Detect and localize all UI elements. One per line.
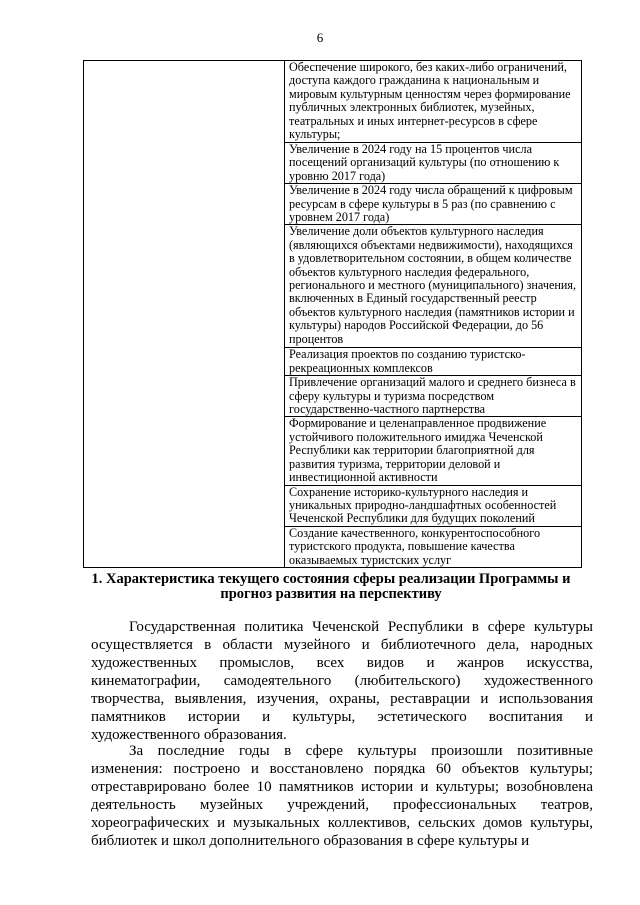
table-cell xyxy=(285,61,582,143)
body-paragraph xyxy=(91,618,593,744)
table-cell xyxy=(285,184,582,225)
paragraph-text: За последние годы в сфере культуры произошли позитивные изменения: построено и восстановлено порядка 60 объектов культуры; отреставрировано более 10 памятников истории и культуры; возобновлена деятельность музейных учреждений, профессиональных театров, хореографических и музыкальных коллективов, сельских домов культуры, библиотек и школ дополнительного образования в сфере культуры и xyxy=(91,743,593,849)
cell-text: Увеличение в 2024 году числа обращений к цифровым ресурсам в сфере культуры в 5 раз (по сравнению с уровнем 2017 года) xyxy=(289,183,573,225)
cell-text: Создание качественного, конкурентоспособного туристского продукта, повышение качества оказываемых туристских услуг xyxy=(289,525,541,567)
section-heading: 1. Характеристика текущего состояния сферы реализации Программы и прогноз развития на перспективу xyxy=(91,571,571,602)
page-number: 6 xyxy=(316,30,324,45)
table-cell xyxy=(285,143,582,184)
cell-text: Увеличение в 2024 году на 15 процентов числа посещений организаций культуры (по отношению к уровню 2017 года) xyxy=(289,142,560,183)
table-cell-empty xyxy=(84,61,285,568)
table-row xyxy=(84,61,582,143)
table-cell xyxy=(285,485,582,526)
cell-text: Увеличение доли объектов культурного наследия (являющихся объектами недвижимости), находящихся в удовлетворительном состоянии, в общем количестве объектов культурного наследия федерального, регионального и местного (муниципального) значения, включенных в Единый государственный реестр объектов культурного наследия (памятников истории и культуры) народов Российской Федерации, до 56 процентов xyxy=(289,224,577,346)
cell-text: Реализация проектов по созданию туристско-рекреационных комплексов xyxy=(289,347,526,375)
paragraph-text: Государственная политика Чеченской Республики в сфере культуры осуществляется в области музейного и библиотечного дела, народных художественных промыслов, всех видов и жанров искусства, кинематографии, самодеятельного (любительского) художественного творчества, выявления, изучения, охраны, реставрации и использования памятников истории и культуры, эстетического воспитания и художественного образования. xyxy=(91,619,593,743)
goals-table xyxy=(83,60,582,568)
cell-text: Сохранение историко-культурного наследия и уникальных природно-ландшафтных особенностей Чеченской Республики для будущих поколений xyxy=(289,484,557,526)
table-cell xyxy=(285,225,582,348)
cell-text: Обеспечение широкого, без каких-либо ограничений, доступа каждого гражданина к национальным и мировым культурным ценностям через формирование публичных электронных библиотек, музейных, театральных и иных интернет-ресурсов в сфере культуры; xyxy=(289,60,571,142)
table-cell xyxy=(285,376,582,417)
table-cell xyxy=(285,348,582,376)
body-paragraph xyxy=(91,742,593,850)
table-cell xyxy=(285,526,582,567)
cell-text: Формирование и целенаправленное продвижение устойчивого положительного имиджа Чеченской Республики как территории благоприятной для развития туризма, территории деловой и инвестиционной активности xyxy=(289,416,547,485)
cell-text: Привлечение организаций малого и среднего бизнеса в сферу культуры и туризма посредством государственно-частного партнерства xyxy=(289,375,576,417)
table-cell xyxy=(285,417,582,485)
